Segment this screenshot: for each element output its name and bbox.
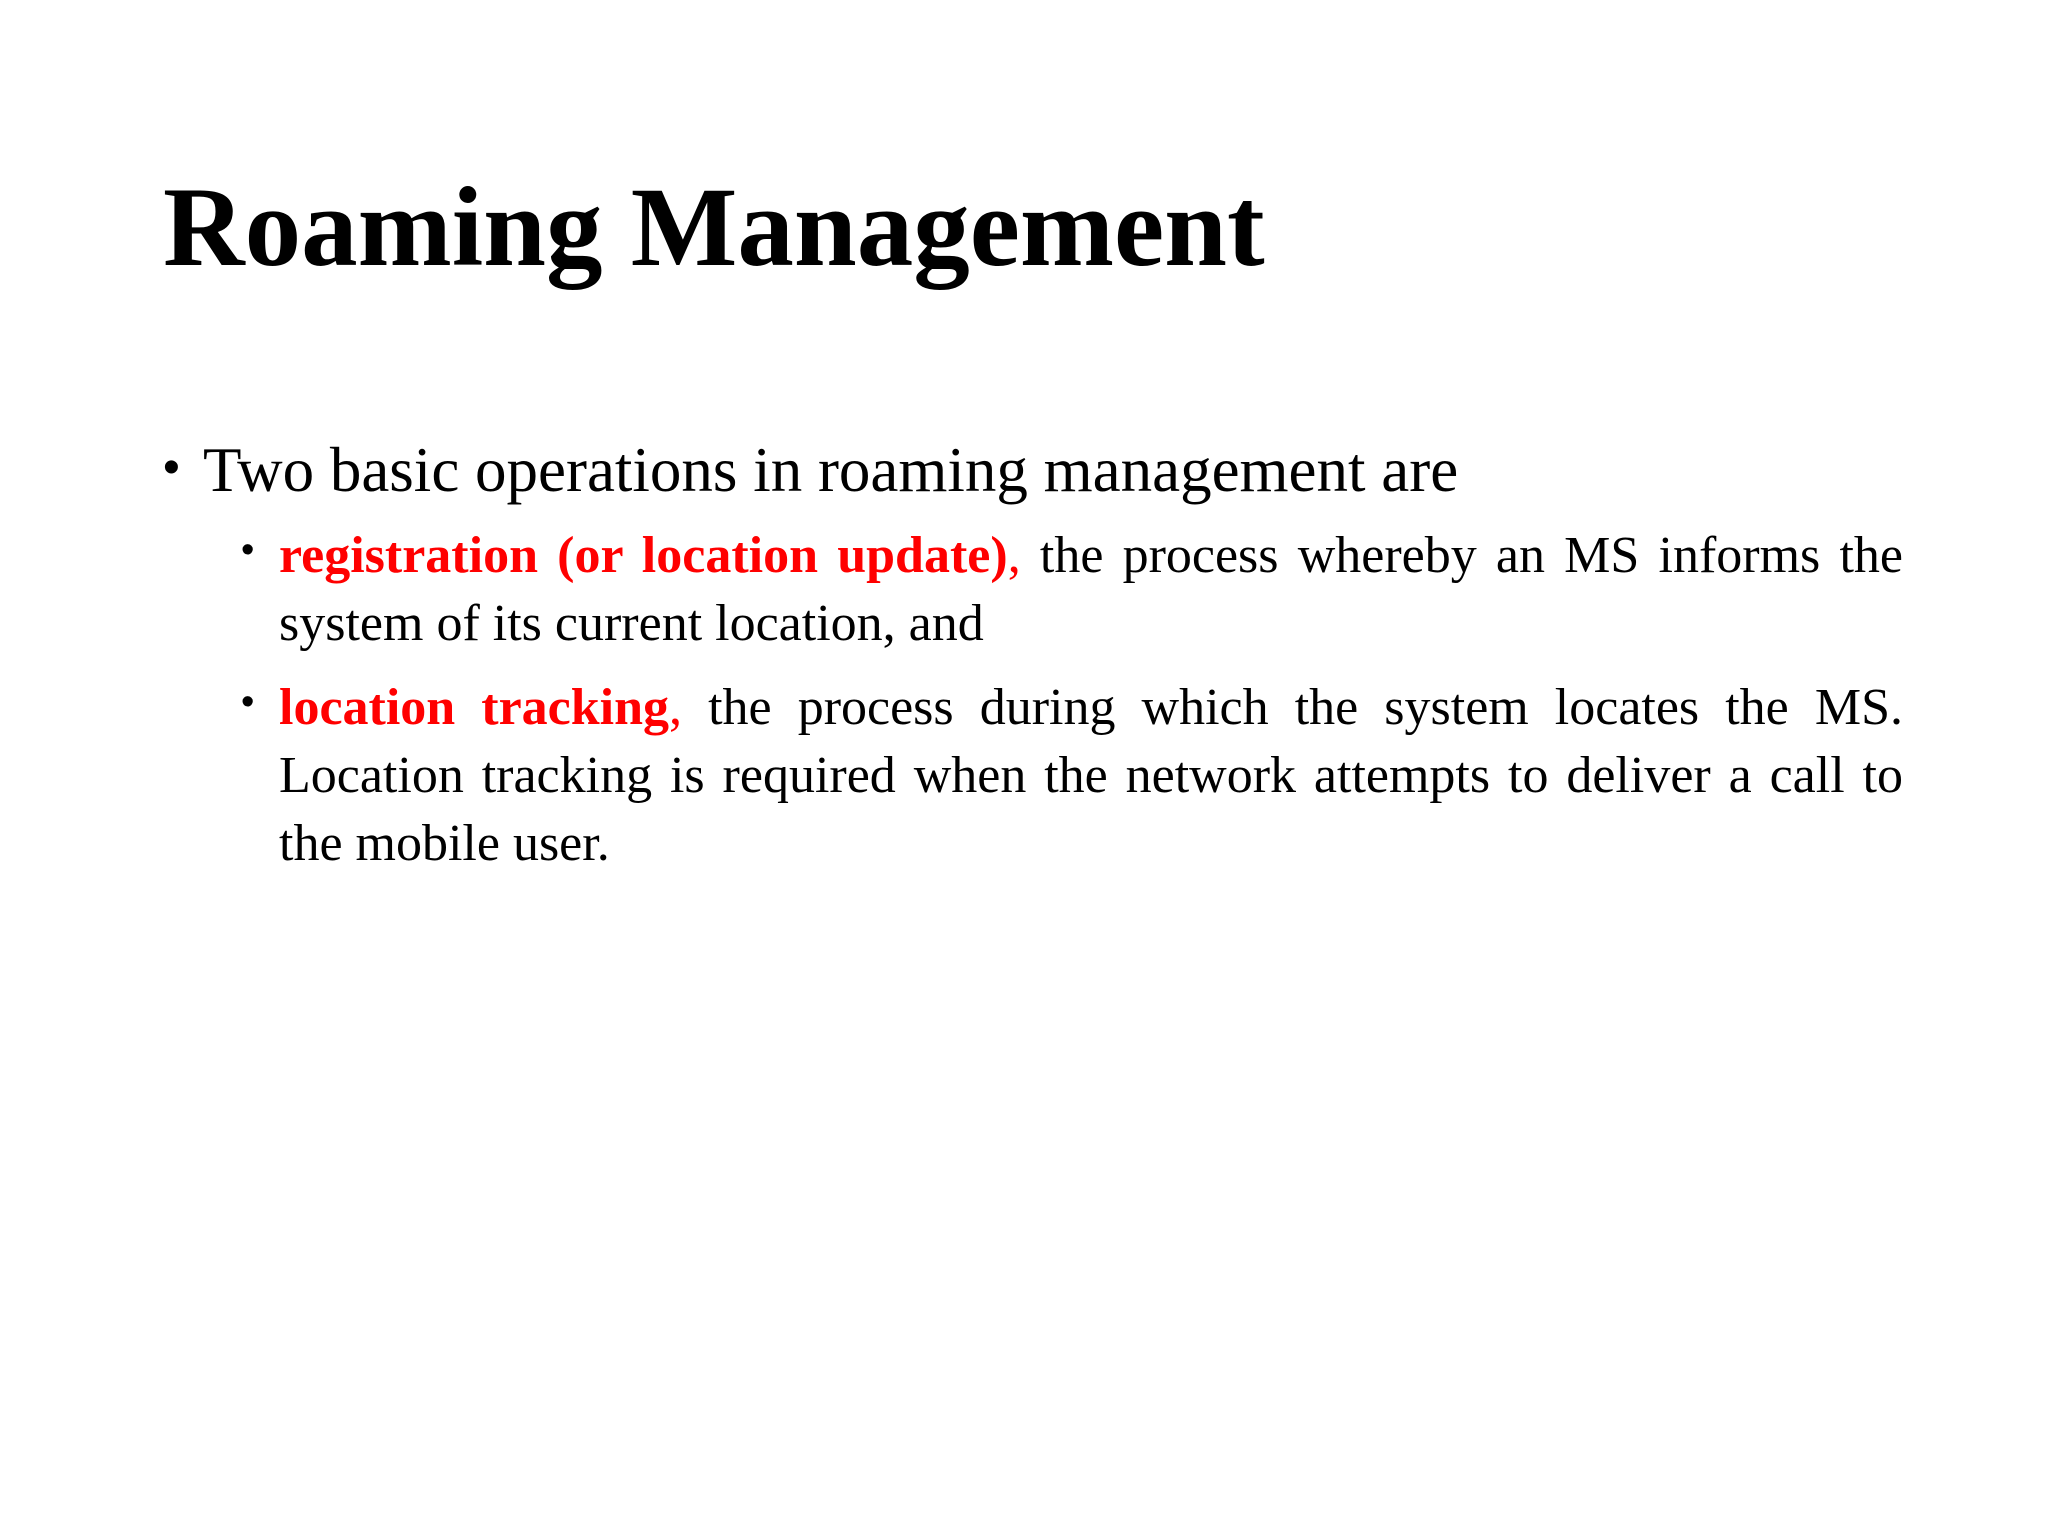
sub-bullet-location-tracking [241, 674, 1903, 878]
sub-bullet-dot-icon: • [241, 529, 255, 571]
term-location-tracking: location tracking [279, 679, 670, 736]
slide-title: Roaming Management [163, 165, 1265, 290]
term-separator: , [669, 679, 683, 736]
intro-text: Two basic operations in roaming management are [203, 435, 1459, 505]
bullet-intro [163, 430, 1903, 510]
term-registration: registration (or location update) [279, 527, 1008, 584]
sub-bullet-registration [241, 522, 1904, 658]
bullet-dot-icon: • [163, 441, 180, 494]
sub-bullet-dot-icon: • [241, 681, 255, 723]
registration-description: the process whereby an MS informs the system of its current location, and [279, 527, 1904, 652]
location-tracking-description: the process during which the system locates the MS. Location tracking is required when the network attempts to deliver a call to the mobile user. [279, 679, 1903, 872]
slide-body [163, 430, 1903, 878]
term-separator: , [1007, 527, 1021, 584]
